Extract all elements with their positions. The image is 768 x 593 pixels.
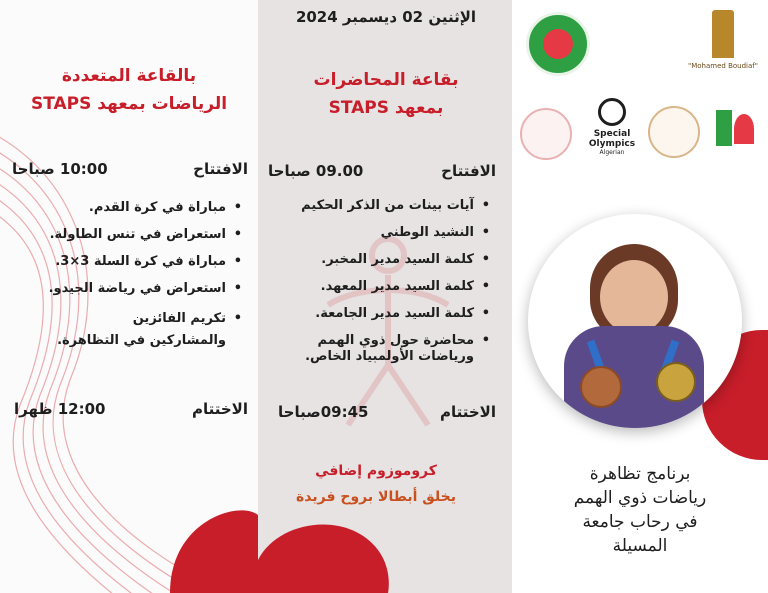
list-item: • آيات بينات من الذكر الحكيم	[272, 198, 492, 214]
university-tower-icon	[712, 10, 734, 58]
slogan-line2: يخلق أبطالا بروح فريدة	[296, 489, 456, 505]
lectures-venue-line2: بمعهد STAPS	[328, 98, 444, 118]
list-item: • مباراة في كرة القدم.	[6, 200, 244, 216]
event-logo-red-icon	[734, 114, 754, 144]
lab-logo-center-icon	[543, 29, 573, 59]
list-item: • النشيد الوطني	[272, 225, 492, 241]
list-item: • استعراض في رياضة الجيدو.	[6, 281, 244, 297]
program-title-line4: المسيلة	[612, 536, 668, 556]
slogan-line1: كروموزوم إضافي	[315, 463, 437, 479]
event-logo	[710, 104, 762, 152]
list-item: • تكريم الفائزين والمشاركين في التظاهرة.	[56, 308, 244, 352]
sports-panel	[0, 0, 258, 593]
program-title-line2: رياضات ذوي الهمم	[573, 488, 707, 508]
red-wave	[170, 510, 258, 593]
program-title-line3: في رحاب جامعة	[582, 512, 698, 532]
athlete-face	[600, 260, 668, 334]
lectures-closing-time: 09:45صباحا	[278, 403, 369, 421]
sports-opening-time: 10:00 صباحا	[12, 160, 108, 178]
lectures-panel	[258, 0, 512, 593]
event-date: الإثنين 02 ديسمبر 2024	[295, 8, 477, 26]
sports-closing-time: 12:00 ظهرا	[14, 400, 106, 418]
sports-opening-label: الافتتاح	[193, 160, 248, 178]
list-item: • استعراض في تنس الطاولة.	[6, 227, 244, 243]
federation-logo-1	[520, 108, 572, 160]
federation-logo-2	[648, 106, 700, 158]
sports-items-list	[6, 200, 244, 363]
university-logo	[688, 10, 758, 82]
lectures-items-list	[272, 198, 492, 376]
lectures-opening-label: الافتتاح	[441, 162, 496, 180]
lab-logo	[526, 12, 590, 76]
special-olympics-logo	[584, 98, 640, 157]
lectures-opening-time: 09.00 صباحا	[268, 162, 364, 180]
sports-venue-title	[9, 62, 249, 118]
event-logo-green-icon	[716, 110, 732, 146]
program-title-line1: برنامج تظاهرة	[589, 464, 691, 484]
list-item: • كلمة السيد مدير المخبر.	[272, 252, 492, 268]
university-caption: "Mohamed Boudiaf"	[688, 62, 758, 70]
sports-venue-line2: الرياضات بمعهد STAPS	[30, 94, 228, 114]
lectures-venue-line1: بقاعة المحاضرات	[313, 70, 459, 90]
athlete-photo	[528, 214, 742, 428]
cover-panel	[512, 0, 768, 593]
lectures-venue-title	[266, 66, 506, 122]
so-line1: Special	[593, 129, 631, 139]
bronze-medal-icon	[580, 366, 622, 408]
so-line3: Algerian	[599, 149, 625, 156]
red-blob	[258, 500, 512, 593]
list-item: • كلمة السيد مدير الجامعة.	[272, 306, 492, 322]
so-line2: Olympics	[588, 139, 636, 149]
sports-venue-line1: بالقاعة المتعددة	[61, 66, 197, 86]
special-olympics-icon	[598, 98, 626, 126]
list-item: • كلمة السيد مدير المعهد.	[272, 279, 492, 295]
list-item: • محاضرة حول ذوي الهمم ورياضات الأولمبياد الخاص.	[272, 333, 492, 365]
lectures-closing-label: الاختتام	[440, 403, 496, 421]
program-title	[512, 462, 768, 558]
sports-closing-label: الاختتام	[192, 400, 248, 418]
list-item: • مباراة في كرة السلة 3×3.	[6, 254, 244, 270]
gold-medal-icon	[656, 362, 696, 402]
